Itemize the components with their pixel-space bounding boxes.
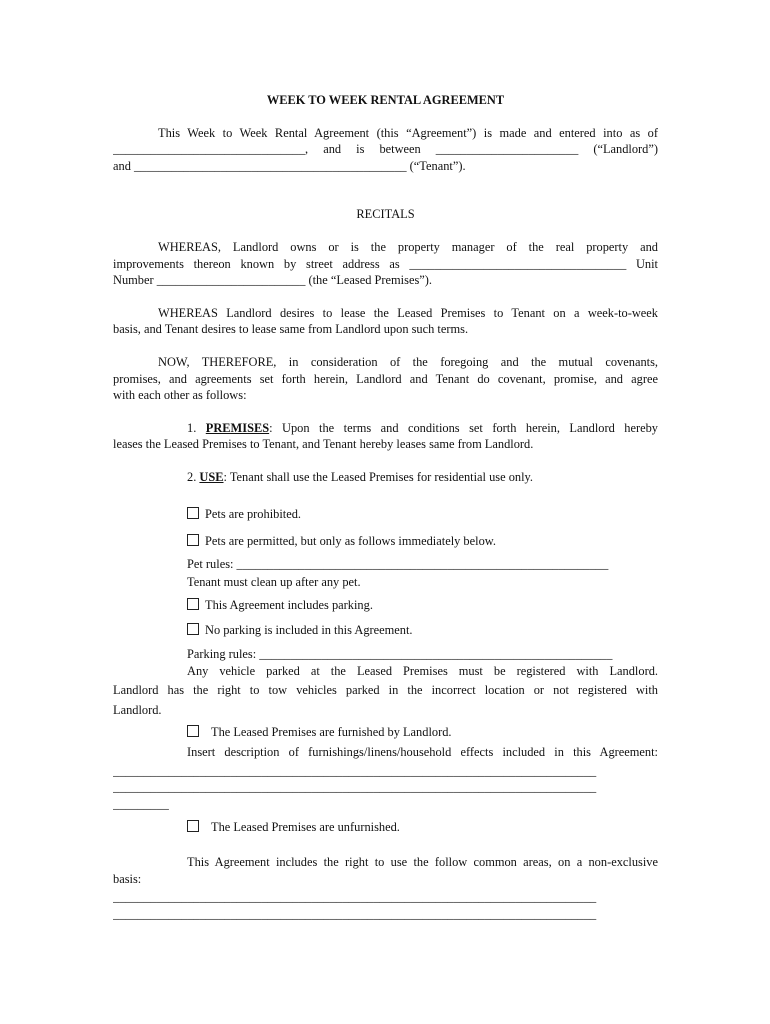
section-1-line-2: leases the Leased Premises to Tenant, and Tenant hereby leases same from Landlord.: [113, 437, 534, 452]
option-parking-included[interactable]: [113, 597, 658, 614]
furnished-label: The Leased Premises are furnished by Landlord.: [211, 725, 452, 740]
pet-rules-line: Pet rules: ____________________________________________________________: [187, 556, 609, 571]
pets-prohibited-checkbox[interactable]: [187, 507, 199, 519]
section-2-line: [113, 469, 658, 486]
section-1-heading: PREMISES: [205, 420, 270, 435]
furnishings-blank-1: ______________________________________________________________________________: [113, 763, 597, 778]
option-furnished[interactable]: [113, 724, 658, 741]
recitals-heading: RECITALS: [356, 207, 415, 222]
section-2-text: : Tenant shall use the Leased Premises for residential use only.: [223, 469, 534, 484]
furnishings-prompt: Insert description of furnishings/linens/household effects included in this Agreement:: [187, 745, 658, 760]
pets-permitted-label: Pets are permitted, but only as follows immediately below.: [205, 534, 497, 549]
no-parking-label: No parking is included in this Agreement.: [205, 623, 413, 638]
unfurnished-checkbox[interactable]: [187, 820, 199, 832]
no-parking-checkbox[interactable]: [187, 623, 199, 635]
common-areas-blank-1: ______________________________________________________________________________: [113, 890, 597, 905]
section-2-heading: USE: [199, 469, 224, 484]
section-1-text: : Upon the terms and conditions set forth herein, Landlord hereby: [269, 420, 658, 435]
common-areas-line-2: basis:: [113, 871, 142, 886]
parking-rules-line: Parking rules: _________________________________________________________: [187, 647, 613, 662]
unfurnished-label: The Leased Premises are unfurnished.: [211, 820, 400, 835]
intro-line-3: and ____________________________________________ (“Tenant”).: [113, 158, 466, 173]
vehicle-line-3: Landlord.: [113, 702, 162, 717]
section-2-number: 2.: [187, 469, 197, 484]
pets-prohibited-label: Pets are prohibited.: [205, 506, 302, 521]
recital-3-line-1: NOW, THEREFORE, in consideration of the foregoing and the mutual covenants,: [158, 354, 658, 369]
furnishings-blank-3: _________: [113, 796, 169, 811]
vehicle-line-1: Any vehicle parked at the Leased Premises must be registered with Landlord.: [187, 663, 658, 678]
recital-2-line-1: WHEREAS Landlord desires to lease the Leased Premises to Tenant on a week-to-week: [158, 305, 658, 320]
recital-1-line-2: improvements thereon known by street address as ___________________________________ Unit: [113, 256, 658, 271]
recital-3-line-3: with each other as follows:: [113, 388, 247, 403]
common-areas-blank-2: ______________________________________________________________________________: [113, 906, 597, 921]
common-areas-line-1: This Agreement includes the right to use the follow common areas, on a non-exclusive: [187, 855, 658, 869]
recital-3-line-2: promises, and agreements set forth herein, Landlord and Tenant do covenant, promise, and agree: [113, 371, 658, 386]
option-pets-permitted[interactable]: [113, 533, 658, 550]
pet-cleanup-line: Tenant must clean up after any pet.: [187, 575, 361, 590]
section-1-line-1: [113, 420, 658, 437]
recital-2-line-2: basis, and Tenant desires to lease same from Landlord upon such terms.: [113, 322, 469, 337]
document-page: [113, 92, 658, 922]
recital-1-line-1: WHEREAS, Landlord owns or is the property manager of the real property and: [158, 239, 658, 254]
section-1-number: 1.: [187, 420, 197, 435]
recital-1-line-3: Number ________________________ (the “Leased Premises”).: [113, 273, 432, 288]
parking-included-checkbox[interactable]: [187, 598, 199, 610]
parking-included-label: This Agreement includes parking.: [205, 597, 373, 612]
intro-line-2: _______________________________, and is between _______________________ (“Landlord”): [113, 142, 658, 157]
furnished-checkbox[interactable]: [187, 725, 199, 737]
pets-permitted-checkbox[interactable]: [187, 534, 199, 546]
option-no-parking[interactable]: [113, 622, 658, 639]
document-title: WEEK TO WEEK RENTAL AGREEMENT: [266, 93, 505, 107]
option-unfurnished[interactable]: [113, 819, 658, 836]
intro-line-1: This Week to Week Rental Agreement (this “Agreement”) is made and entered into as of: [158, 125, 658, 140]
vehicle-line-2: Landlord has the right to tow vehicles parked in the incorrect location or not registered with: [113, 683, 658, 698]
furnishings-blank-2: ______________________________________________________________________________: [113, 780, 597, 795]
option-pets-prohibited[interactable]: [113, 506, 658, 523]
